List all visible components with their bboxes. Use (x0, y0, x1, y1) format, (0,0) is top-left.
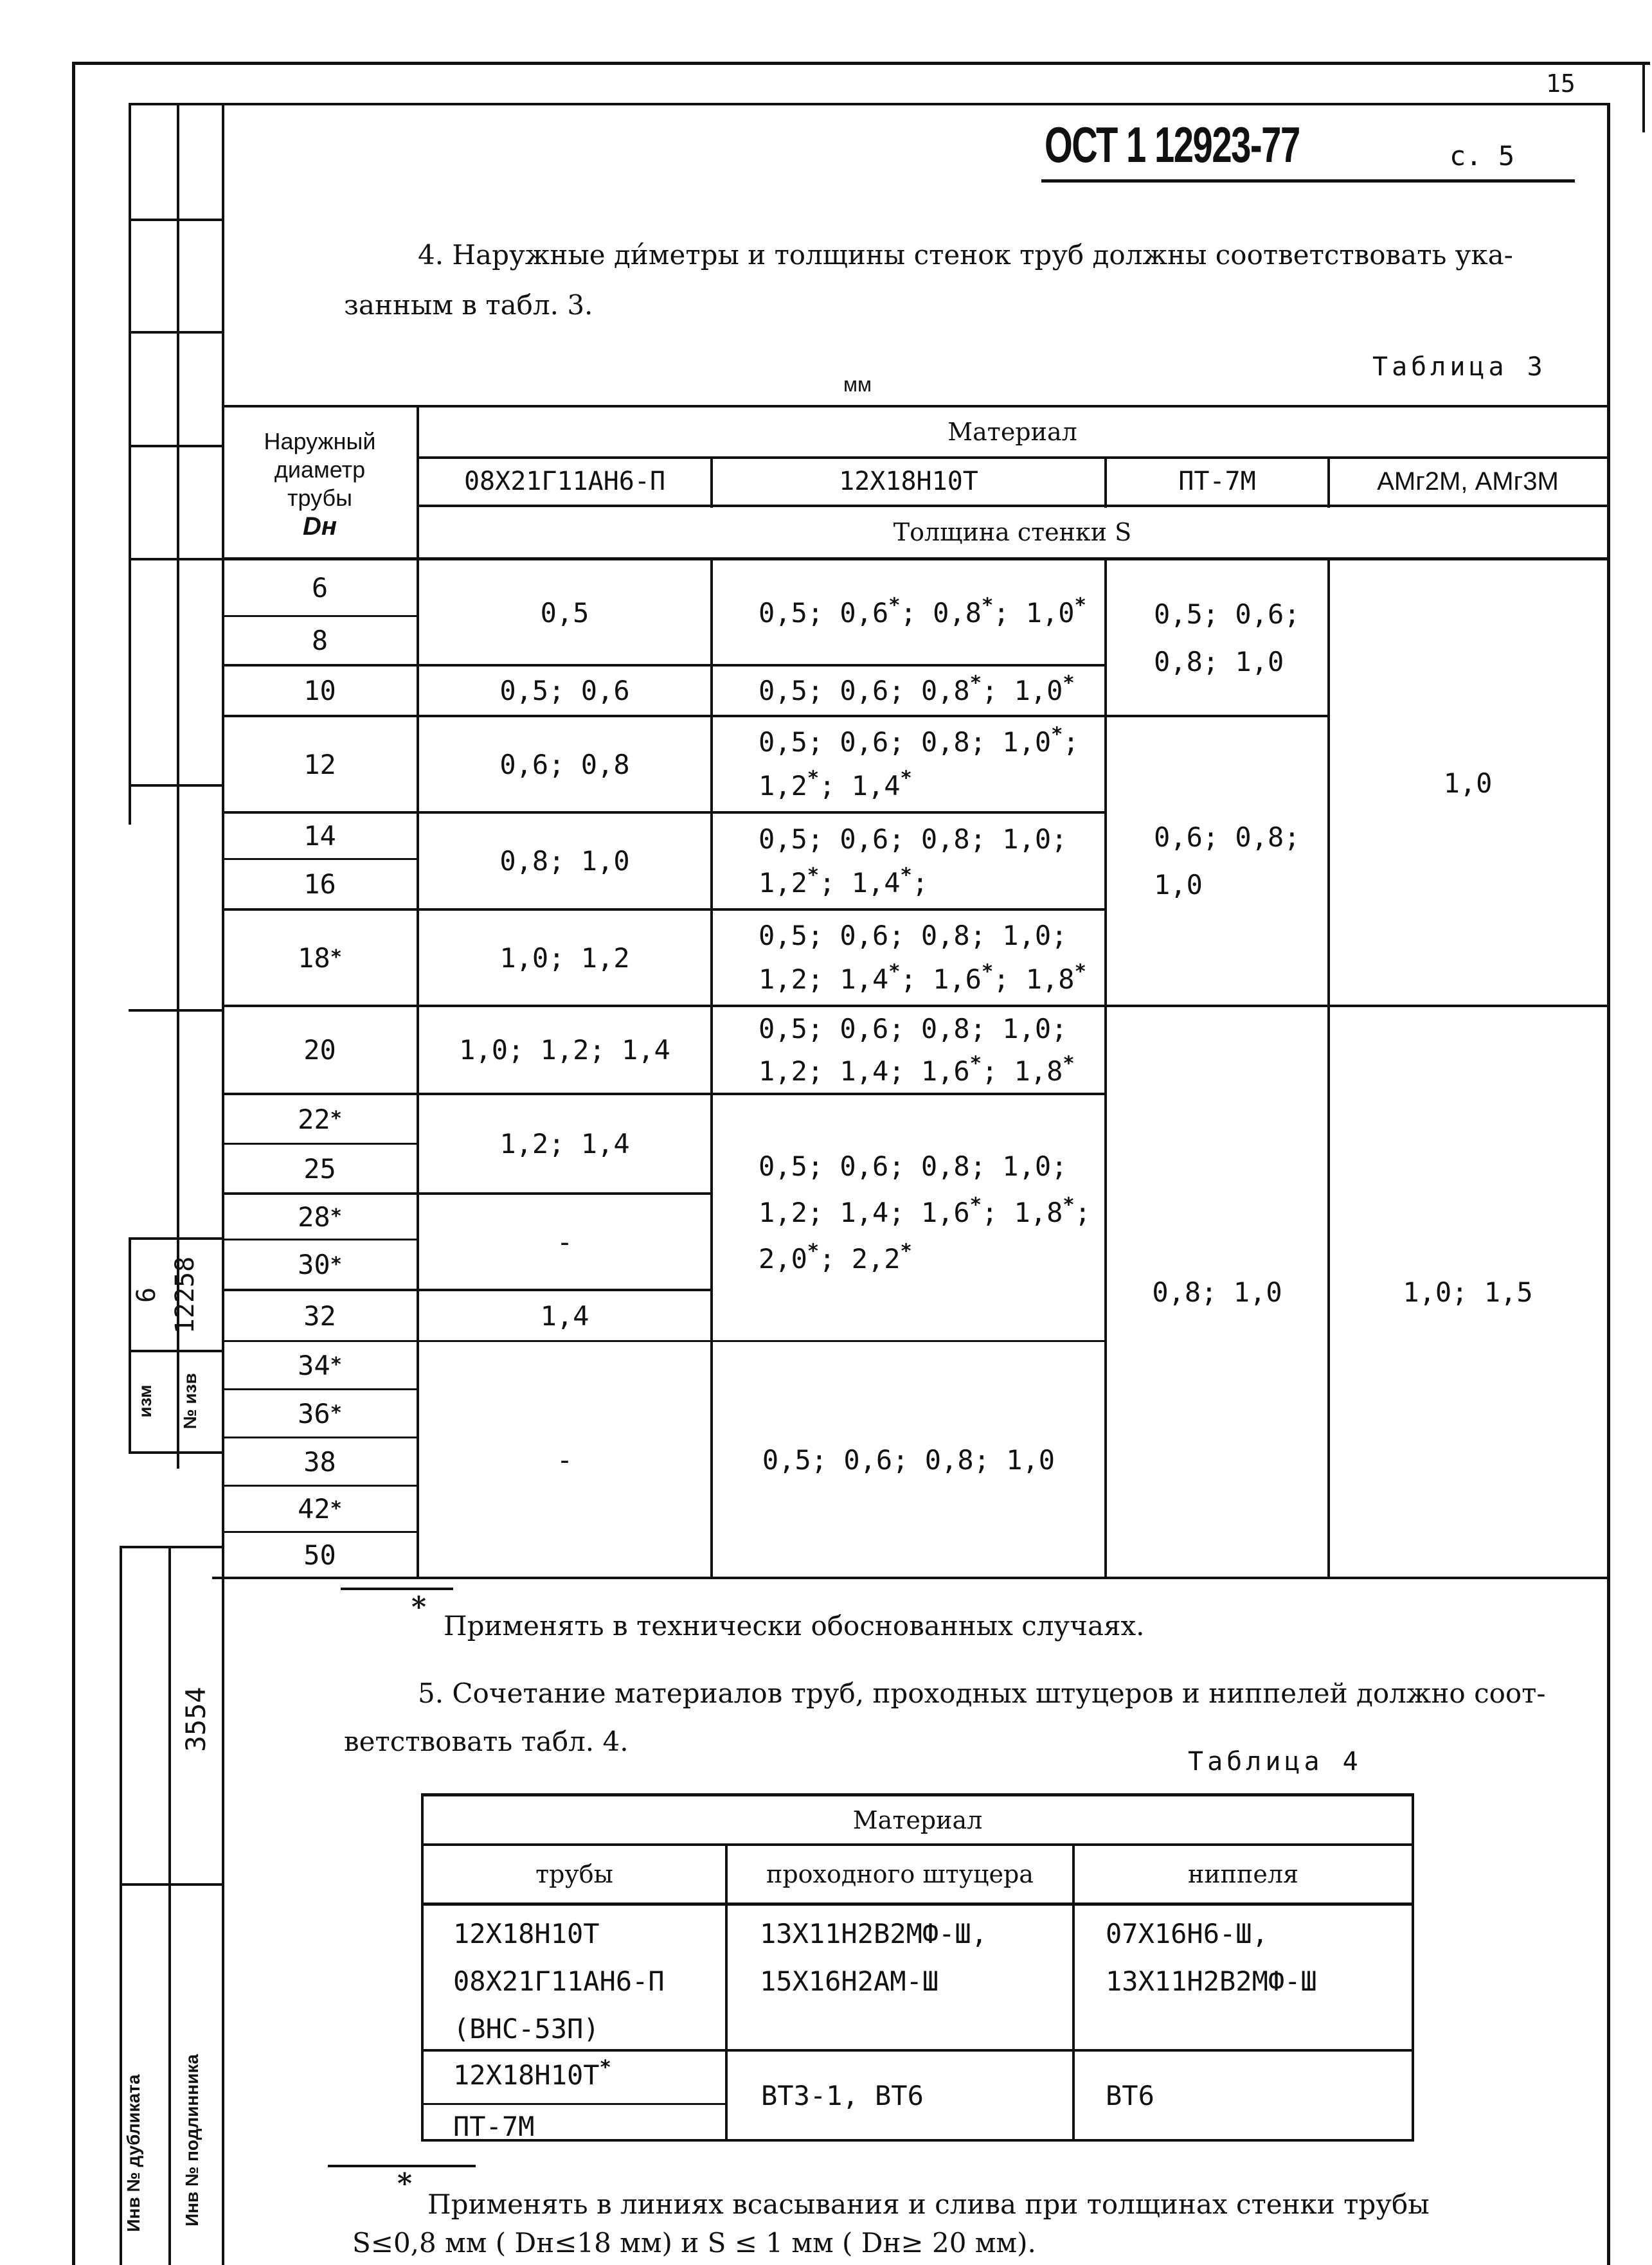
t4-r1-pipe-b: 08Х21Г11АН6-П (453, 1965, 665, 1997)
t3-c2-r12-line-b: 1,2*; 1,4* (759, 767, 912, 801)
table3-diameter-cell: 42 * (298, 1493, 342, 1525)
t3-c2-r10-line: 0,5; 0,6; 0,8*; 1,0* (759, 672, 1075, 706)
table3-diameter-cell: 38 (303, 1446, 336, 1478)
t3-header-diameter-line2: диаметр (274, 456, 366, 483)
content-top-line (129, 103, 1610, 105)
t3-c1-r20: 1,0; 1,2; 1,4 (459, 1034, 670, 1066)
t3-footnote-text: Применять в технически обоснованных случаях. (444, 1610, 1145, 1642)
t3-c2-r14-line-b: 1,2*; 1,4*; (759, 863, 928, 899)
t4-r2-pipe-a: 12Х18Н10Т* (453, 2056, 611, 2091)
table3-diameter-cell: 25 (303, 1152, 336, 1185)
t3-c2-r20 (759, 1007, 1104, 1093)
standard-code: ОСТ 1 12923-77 (1045, 116, 1300, 173)
page-number: 15 (1546, 69, 1576, 98)
t3-c1-r28-30: - (556, 1226, 573, 1258)
table3-diameter-cell: 50 (303, 1539, 336, 1571)
t3-c2-r18-line-a: 0,5; 0,6; 0,8; 1,0; (759, 920, 1068, 951)
t4-r1-pipe-a: 12Х18Н10Т (453, 1918, 600, 1949)
t4-r2-fitting: ВТ3-1, ВТ6 (761, 2079, 924, 2111)
stamp-izm-label: изм (135, 1384, 155, 1418)
t3-footnote-rule (341, 1588, 453, 1590)
t3-header-diameter-line1: Наружный (264, 427, 376, 454)
stamp-dup-value: 3554 (180, 1687, 211, 1752)
t3-header-mat4: АМг2М, АМг3М (1377, 467, 1559, 496)
stamp-line (129, 103, 131, 825)
t4-line (421, 2139, 1414, 2142)
t3-c1-r32: 1,4 (540, 1300, 589, 1332)
t4-line (1412, 1793, 1414, 2142)
stamp-line (120, 1546, 122, 2265)
stamp-line (129, 1350, 222, 1352)
t3-c1-r18: 1,0; 1,2 (499, 942, 630, 974)
table3-diameter-cell: 12 (303, 748, 336, 780)
t3-c1-r6-8: 0,5 (540, 596, 589, 629)
t3-header-mat2: 12Х18Н10Т (839, 467, 978, 496)
t4-footnote-mark: * (397, 2167, 413, 2200)
t3-c1-r12: 0,6; 0,8 (499, 748, 630, 780)
t3-header-diameter-line3: трубы (287, 484, 352, 511)
t3-c2-r20-line-b: 1,2; 1,4; 1,6*; 1,8* (759, 1052, 1075, 1087)
table3-diameter-cell: 36 * (298, 1397, 342, 1429)
table3-diameter-cell: 18 * (298, 942, 342, 974)
stamp-tick (129, 558, 222, 560)
t3-c3-r6-10 (1154, 560, 1327, 716)
t3-c2-r18 (759, 910, 1104, 1005)
stamp-tick (129, 445, 222, 447)
frame-left (72, 62, 75, 2265)
stamp-tick (129, 1237, 222, 1240)
table3-diameter-cell: 28 * (298, 1201, 342, 1233)
t3-c4-r6-18: 1,0 (1443, 767, 1493, 799)
t3-header-material: Материал (947, 418, 1077, 446)
t3-c2-r18-line-b: 1,2; 1,4*; 1,6*; 1,8* (759, 960, 1086, 995)
t4-r1-fit-b: 15Х16Н2АМ-Ш (760, 1965, 939, 1997)
t3-c3-r20-50: 0,8; 1,0 (1152, 1276, 1282, 1308)
table4-caption: Таблица 4 (1188, 1747, 1362, 1777)
t3-c2-r22-line-a: 0,5; 0,6; 0,8; 1,0; (759, 1150, 1068, 1182)
stamp-orig-label: Инв № подлинника (182, 2054, 202, 2227)
table3-diameter-cell: 16 (303, 868, 336, 900)
t4-r1-pipe (453, 1908, 723, 2048)
t4-header-fitting: проходного штуцера (766, 1860, 1034, 1888)
stamp-izv-label: № изв (180, 1373, 200, 1429)
frame-right-edge (1642, 62, 1645, 132)
t3-header-diameter-symbol: Dн (302, 512, 337, 541)
stamp-line (120, 1546, 222, 1548)
t3-c2-r22-line-b: 1,2; 1,4; 1,6*; 1,8*; (759, 1194, 1091, 1228)
table3-diameter-cell: 22 * (298, 1103, 342, 1135)
frame-top (72, 62, 1650, 65)
t3-c3-r12-18-line-a: 0,6; 0,8; (1154, 821, 1300, 853)
stamp-tick (129, 784, 222, 787)
t4-r1-fit-a: 13Х11Н2В2МФ-Ш, (760, 1918, 988, 1949)
table3-diameter-cell: 6 (311, 572, 328, 604)
standard-page-label: с. 5 (1450, 140, 1515, 172)
stamp-izm-value: 6 (132, 1287, 161, 1303)
table3-units: мм (843, 373, 872, 396)
frame-right-inner (1607, 103, 1610, 2265)
t3-c4-r20-50: 1,0; 1,5 (1403, 1276, 1533, 1308)
t4-r1-nip-b: 13Х11Н2В2МФ-Ш (1106, 1965, 1317, 1997)
stamp-line (120, 1883, 222, 1886)
t3-c3-r12-18 (1154, 717, 1327, 1006)
table3-diameter-cell: 32 (303, 1300, 336, 1332)
t3-c2-r22-32 (759, 1095, 1104, 1341)
t3-header-thickness: Толщина стенки S (893, 518, 1132, 546)
t4-r1-fitting (760, 1908, 1072, 2048)
stamp-tick (129, 331, 222, 334)
table3-diameter-cell: 20 (303, 1034, 336, 1066)
t3-c3-r12-18-line-b: 1,0 (1154, 869, 1203, 900)
stamp-dup-label: Инв № дубликата (123, 2074, 143, 2232)
t4-footnote-line2: S≤0,8 мм ( Dн≤18 мм) и S ≤ 1 мм ( Dн≥ 20 мм). (352, 2227, 1036, 2259)
header-underline (1041, 179, 1575, 183)
t3-header-mat1: 08Х21Г11АН6-П (463, 467, 666, 496)
t3-c2-r12-line-a: 0,5; 0,6; 0,8; 1,0*; (759, 723, 1079, 758)
t4-header-pipe: трубы (535, 1860, 613, 1888)
t4-line (421, 2103, 726, 2105)
t3-c2-r20-line-a: 0,5; 0,6; 0,8; 1,0; (759, 1012, 1068, 1044)
stamp-tick (129, 219, 222, 221)
stamp-tick (129, 1009, 222, 1012)
t3-c2-r12 (759, 717, 1104, 812)
t3-c1-r10: 0,5; 0,6 (499, 675, 630, 706)
t3-header-diameter (222, 411, 418, 556)
t4-r1-nipple (1106, 1908, 1411, 2048)
t3-c3-r6-10-line-b: 0,8; 1,0 (1154, 646, 1284, 677)
section4-line1: 4. Наружные ди́метры и толщины стенок труб должны соответствовать ука- (418, 239, 1513, 271)
t4-r1-pipe-c: (ВНС-53П) (453, 2013, 600, 2045)
t4-line (421, 1902, 1414, 1906)
table3-diameter-cell: 14 (303, 820, 336, 852)
stamp-line (129, 1237, 131, 1453)
t3-c2-r6-8 (759, 560, 1104, 665)
section5-line2: ветствовать табл. 4. (344, 1726, 629, 1757)
t4-r1-nip-a: 07Х16Н6-Ш, (1106, 1918, 1268, 1949)
t3-c2-r22-line-c: 2,0*; 2,2* (759, 1240, 912, 1275)
t3-c2-r10 (759, 666, 1104, 715)
section5-line1: 5. Сочетание материалов труб, проходных штуцеров и ниппелей должно соот- (418, 1678, 1546, 1709)
t4-header-nipple: ниппеля (1188, 1860, 1298, 1888)
table3-diameter-cell: 34 * (298, 1349, 342, 1381)
t3-c1-r34-50: - (556, 1444, 573, 1476)
section4-line2: занным в табл. 3. (344, 289, 593, 321)
table3-diameter-cell: 30 * (298, 1249, 342, 1280)
t3-c2-r14-16 (759, 813, 1104, 909)
table3-diameter-cell: 10 (303, 675, 336, 706)
t3-c2-r6-8-line: 0,5; 0,6*; 0,8*; 1,0* (759, 593, 1086, 629)
t4-r2-pipe-b: ПТ-7М (453, 2111, 535, 2142)
t4-r2-nipple: ВТ6 (1106, 2079, 1154, 2111)
t3-header-mat3: ПТ-7М (1178, 467, 1256, 496)
t3-c2-r34-50: 0,5; 0,6; 0,8; 1,0 (762, 1444, 1055, 1476)
t4-header-material: Материал (852, 1805, 983, 1834)
t3-c3-r6-10-line-a: 0,5; 0,6; (1154, 598, 1300, 630)
table3-diameter-cell: 8 (311, 625, 328, 656)
t3-footnote-mark: * (411, 1591, 427, 1624)
stamp-line (168, 1546, 171, 2265)
stamp-izv-value: 12258 (170, 1256, 200, 1334)
t4-footnote-line1: Применять в линиях всасывания и слива при толщинах стенки трубы (427, 2189, 1430, 2220)
stamp-line (129, 1451, 222, 1454)
t3-c2-r14-line-a: 0,5; 0,6; 0,8; 1,0; (759, 823, 1068, 855)
t3-c1-r22-25: 1,2; 1,4 (499, 1128, 630, 1159)
t3-c1-r14-16: 0,8; 1,0 (499, 845, 630, 877)
table3-caption: Таблица 3 (1372, 352, 1547, 382)
